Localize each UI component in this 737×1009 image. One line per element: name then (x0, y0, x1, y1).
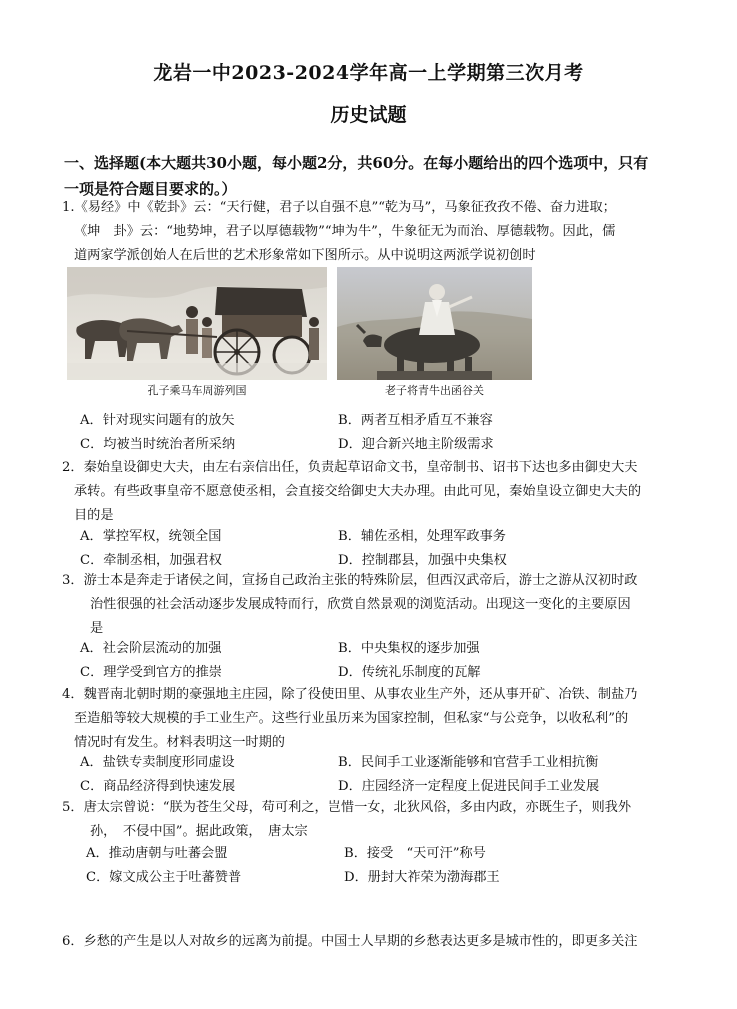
option-d: D．迎合新兴地主阶级需求 (338, 437, 494, 452)
question-line: 孙， 不侵中国”。据此政策， 唐太宗 (90, 824, 308, 839)
option-a: A．推动唐朝与吐蕃会盟 (86, 846, 228, 861)
question-1 (62, 196, 684, 268)
option-a: A．盐铁专卖制度形同虚设 (80, 755, 235, 770)
option-a: A．掌控军权，统领全国 (80, 529, 222, 544)
option-c: C．嫁文成公主于吐蕃赞普 (86, 870, 242, 885)
question-2-options (80, 525, 680, 573)
question-6 (62, 930, 684, 954)
option-d: D．册封大祚荣为渤海郡王 (344, 870, 500, 885)
question-line: 2．秦始皇设御史大夫，由左右亲信出任，负责起草诏命文书，皇帝制书、诏书下达也多由御史大夫 (62, 460, 638, 475)
confucius-carriage-image (67, 267, 327, 380)
option-c: C．牵制丞相，加强君权 (80, 553, 222, 568)
question-line: 至造船等较大规模的手工业生产。这些行业虽历来为国家控制，但私家“与公竞争，以收私利”的 (74, 711, 629, 726)
option-b: B．民间手工业逐渐能够和官营手工业相抗衡 (338, 755, 599, 770)
question-1-options (80, 409, 680, 457)
question-line: 5．唐太宗曾说：“朕为苍生父母，苟可利之，岂惜一女，北狄风俗，多由内政，亦既生子，则我外 (62, 800, 632, 815)
question-line: 道两家学派创始人在后世的艺术形象常如下图所示。从中说明这两派学说初创时 (74, 248, 536, 263)
question-3 (62, 569, 684, 641)
question-3-options (80, 637, 680, 685)
option-a: A．针对现实问题有的放矢 (80, 413, 235, 428)
question-line: 治性很强的社会活动逐步发展成特而行，欣赏自然景观的浏览活动。出现这一变化的主要原因 (90, 597, 631, 612)
exam-title: 龙岩一中2023-2024学年高一上学期第三次月考 (153, 62, 584, 84)
figure-caption-laozi: 老子将青牛出函谷关 (385, 384, 484, 397)
laozi-ox-statue-illustration (337, 267, 532, 380)
option-c: C．均被当时统治者所采纳 (80, 437, 236, 452)
question-line: 3．游士本是奔走于诸侯之间，宣扬自己政治主张的特殊阶层，但西汉武帝后，游士之游从汉初时政 (62, 573, 638, 588)
question-line: 承转。有些政事皇帝不愿意使丞相，会直接交给御史大夫办理。由此可见，秦始皇设立御史大夫的 (74, 484, 642, 499)
question-line: 1.《易经》中《乾卦》云：“天行健，君子以自强不息”“乾为马”，马象征孜孜不倦、奋力进取； (62, 200, 616, 215)
question-line: 情况时有发生。材料表明这一时期的 (74, 735, 285, 750)
option-c: C．商品经济得到快速发展 (80, 779, 236, 794)
option-b: B．中央集权的逐步加强 (338, 641, 480, 656)
section-heading (64, 150, 684, 202)
figure-caption-confucius: 孔子乘马车周游列国 (147, 384, 247, 397)
option-b: B．接受 “天可汗”称号 (344, 846, 486, 861)
question-5 (62, 796, 684, 844)
question-line: 4．魏晋南北朝时期的豪强地主庄园，除了役使田里、从事农业生产外，还从事开矿、冶铁、制盐乃 (62, 687, 638, 702)
confucius-carriage-illustration (67, 267, 327, 380)
section-heading-line-2: 一项是符合题目要求的。） (64, 180, 237, 198)
option-d: D．庄园经济一定程度上促进民间手工业发展 (338, 779, 600, 794)
question-line: 6．乡愁的产生是以人对故乡的远离为前提。中国士人早期的乡愁表达更多是城市性的，即更多关注 (62, 934, 638, 949)
option-d: D．传统礼乐制度的瓦解 (338, 665, 481, 680)
section-heading-line-1: 一、选择题(本大题共30小题，每小题2分，共60分。在每小题给出的四个选项中，只有 (64, 154, 649, 172)
exam-subtitle: 历史试题 (330, 104, 407, 126)
question-4 (62, 683, 684, 755)
question-2 (62, 456, 684, 528)
question-line: 是 (90, 621, 104, 636)
option-a: A．社会阶层流动的加强 (80, 641, 222, 656)
laozi-ox-image (337, 267, 532, 380)
option-c: C．理学受到官方的推崇 (80, 665, 222, 680)
question-line: 目的是 (74, 508, 114, 523)
option-b: B．两者互相矛盾互不兼容 (338, 413, 493, 428)
option-b: B．辅佐丞相，处理军政事务 (338, 529, 506, 544)
question-line: 《坤 卦》云：“地势坤，君子以厚德载物”“坤为牛”，牛象征无为而治、厚德载物。因此，儒 (74, 224, 616, 239)
question-4-options (80, 751, 680, 799)
option-d: D．控制郡县，加强中央集权 (338, 553, 507, 568)
question-5-options (86, 842, 686, 890)
